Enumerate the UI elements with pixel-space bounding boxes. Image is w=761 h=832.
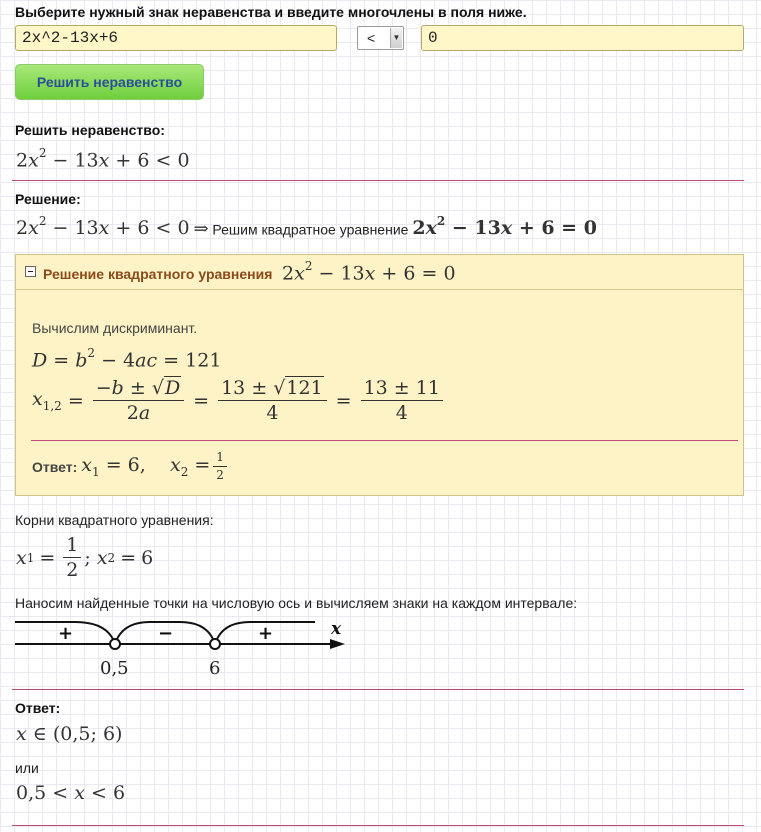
or-text: или: [15, 760, 39, 776]
sign-label-2: +: [258, 623, 274, 644]
panel-answer: Ответ: $x_1 = 6$, $x_2$ = $\frac{1}{2}$: [32, 451, 230, 482]
point-marker-1: [210, 639, 220, 649]
solution-inequality: $2x^2 - 13x + 6 < 0$: [16, 214, 190, 240]
sign-select-value: <: [367, 30, 376, 46]
divider: [12, 825, 744, 826]
problem-heading: Решить неравенство:: [15, 122, 165, 138]
divider: [12, 180, 744, 181]
panel-header[interactable]: [16, 255, 743, 290]
panel-title: Решение квадратного уравнения: [43, 266, 273, 282]
panel-answer-label: Ответ:: [32, 458, 78, 475]
implies-arrow-icon: ⇒: [193, 218, 209, 240]
axis-arrow-icon: [330, 639, 345, 649]
roots-heading: Корни квадратного уравнения:: [15, 512, 214, 528]
discriminant-intro: Вычислим дискриминант.: [32, 320, 198, 336]
quadratic-equation: $2x^2 - 13x + 6 = 0$: [412, 214, 597, 240]
answer-double-inequality: 0,5 < x < 6: [16, 782, 126, 804]
sign-label-1: −: [158, 623, 174, 644]
inequality-sign-select[interactable]: [357, 26, 404, 50]
solution-intro-line: [16, 216, 597, 239]
select-arrow-icon[interactable]: ▼: [390, 28, 402, 48]
quadratic-solution-panel: [15, 254, 744, 496]
roots-values: x 1 = $\frac{1}{2}$ ; x 2 = 6: [16, 534, 154, 581]
axis-label: x: [331, 619, 342, 639]
left-polynomial-input[interactable]: [15, 25, 337, 51]
implies-text: Решим квадратное уравнение: [212, 221, 409, 238]
solution-heading: Решение:: [15, 191, 81, 207]
number-line-intro: Наносим найденные точки на числовую ось и вычисляем знаки на каждом интервале:: [15, 595, 578, 611]
point-label-1: 6: [209, 658, 221, 679]
panel-title-equation: $2x^2 - 13x + 6 = 0$: [282, 259, 456, 285]
solve-inequality-button[interactable]: Решить неравенство: [15, 64, 204, 100]
answer-heading: Ответ:: [15, 700, 61, 716]
divider: [12, 689, 744, 690]
collapse-icon[interactable]: [25, 266, 36, 277]
answer-interval: x ∈ (0,5; 6): [16, 723, 123, 745]
interval-arc-left: [75, 622, 115, 644]
point-marker-0: [110, 639, 120, 649]
sign-label-0: +: [58, 623, 74, 644]
discriminant-formula: $D = b^2 - 4ac = 121$: [32, 346, 222, 372]
roots-formula: $x_{1,2}$ = $\frac{-b \pm √D}{2a}$ = $\frac{13 \pm √121}{4}$ = $\frac{13 \pm 11}{4}$: [32, 378, 446, 423]
number-line: [0, 614, 360, 684]
problem-inequality: $2x^2 - 13x + 6 < 0$: [16, 146, 190, 172]
point-label-0: 0,5: [100, 658, 129, 679]
panel-divider: [31, 440, 738, 441]
right-polynomial-input[interactable]: [421, 25, 744, 51]
instruction-text: Выберите нужный знак неравенства и введите многочлены в поля ниже.: [15, 4, 527, 20]
